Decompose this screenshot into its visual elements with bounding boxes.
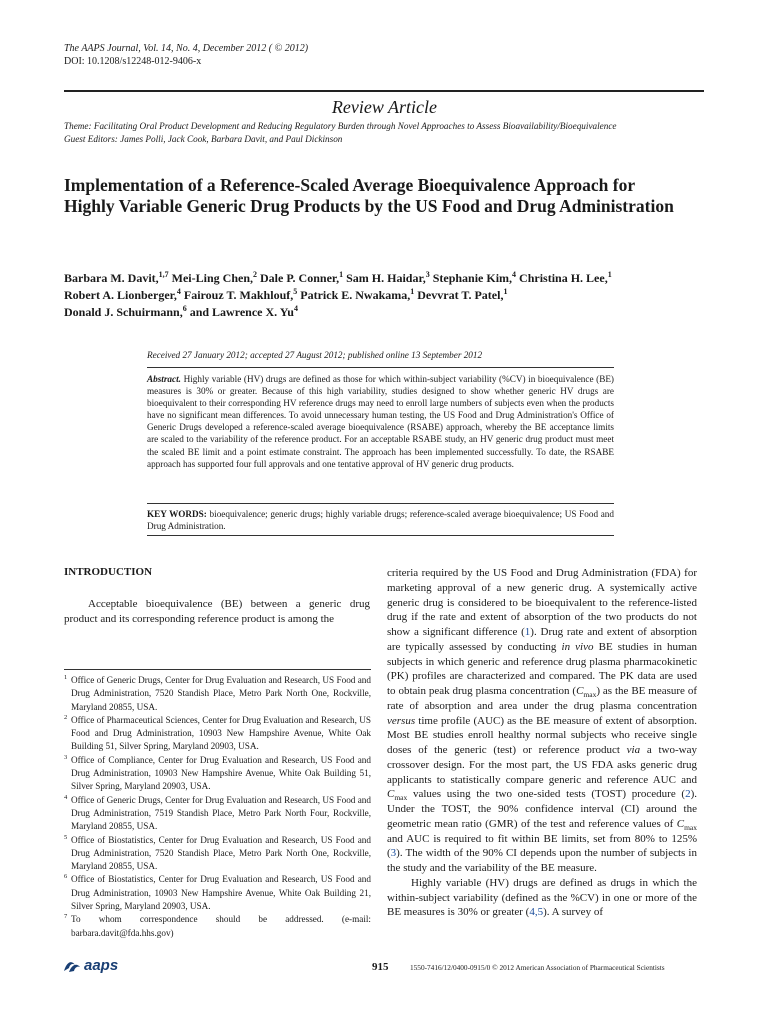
author: Donald J. Schuirmann,$^6$ [64, 304, 187, 319]
citation-link[interactable]: 2 [685, 788, 691, 801]
body-column-right [387, 566, 697, 920]
journal-citation: The AAPS Journal, Vol. 14, No. 4, December 2012 ( © 2012) [64, 43, 309, 54]
author-list [64, 270, 704, 321]
citation-link[interactable]: 1 [524, 626, 531, 638]
author: Dale P. Conner,$^1$ [260, 270, 344, 285]
citation-link[interactable]: 3 [390, 847, 397, 860]
footnote: 4 Office of Generic Drugs, Center for Drug Evaluation and Research, US Food and Drug Administration, 7519 Standish Place, Metro Park North Four, Rockville, Maryland 20855, USA. [64, 793, 371, 832]
article-title: Implementation of a Reference-Scaled Average Bioequivalence Approach for Highly Variable Generic Drug Products by the US Food and Drug Administration [64, 175, 674, 216]
citation-link[interactable]: 4,5 [529, 906, 544, 919]
keywords-label: KEY WORDS: [147, 509, 207, 519]
aaps-logo [63, 957, 118, 974]
footnote: 6 Office of Biostatistics, Center for Drug Evaluation and Research, US Food and Drug Administration, 10903 New Hampshire Avenue, White Oak Building 21, Silver Spring, Maryland 20903, USA. [64, 873, 371, 912]
guest-editors: Guest Editors: James Polli, Jack Cook, Barbara Davit, and Paul Dickinson [64, 134, 343, 144]
header-rule [64, 90, 704, 92]
aaps-logo-text: aaps [84, 957, 119, 974]
abstract-text: Highly variable (HV) drugs are defined as those for which within-subject variability (%CV) in bioequivalence (BE) measures is 30% or greater. Because of this high variability, studies designed to show whether generic HV drugs are bioequivalent to their corresponding HV reference drugs may need to enroll large numbers of subjects even when the products have no significant mean differences. To avoid unnecessary human testing, the US Food and Drug Administration's Office of Generic Drugs developed a reference-scaled average bioequivalence (RSABE) approach, whereby the BE acceptance limits are scaled to the variability of the reference product. For an acceptable RSABE study, an HV generic drug product must meet the scaled BE limit and a point estimate constraint. The approach has been implemented successfully. To date, the RSABE approach has supported four full approvals and one tentative approval of HV generic drug products. [147, 374, 614, 469]
footnote-rule [64, 669, 371, 670]
keywords-text: bioequivalence; generic drugs; highly variable drugs; reference-scaled average bioequivalence; US Food and Drug Administration. [147, 509, 614, 532]
doi[interactable]: DOI: 10.1208/s12248-012-9406-x [64, 56, 202, 67]
author: Sam H. Haidar,$^3$ [346, 270, 430, 285]
footnotes [64, 674, 371, 940]
theme-text: Theme: Facilitating Oral Product Development and Reducing Regulatory Burden through Novel Approaches to Assess Bioavailability/Bioequivalence [64, 121, 617, 131]
author: Barbara M. Davit,$^{1,7}$ [64, 270, 169, 285]
author: Devvrat T. Patel,$^1$ [417, 287, 508, 302]
footnote: 3 Office of Compliance, Center for Drug Evaluation and Research, US Food and Drug Administration, 10903 New Hampshire Avenue, White Oak Building 51, Silver Spring, Maryland 20903, USA. [64, 753, 371, 792]
footnote: 1 Office of Generic Drugs, Center for Drug Evaluation and Research, US Food and Drug Administration, 7520 Standish Place, Metro Park North One, Rockville, Maryland 20855, USA. [64, 674, 371, 712]
section-heading: INTRODUCTION [64, 566, 153, 578]
keywords-divider [147, 503, 614, 504]
author: Stephanie Kim,$^4$ [432, 270, 517, 285]
keywords [147, 508, 614, 532]
journal-header [64, 42, 308, 68]
footnote: 5 Office of Biostatistics, Center for Drug Evaluation and Research, US Food and Drug Administration, 7520 Standish Place, Metro Park North One, Rockville, Maryland 20855, USA. [64, 833, 371, 872]
article-type: Review Article [331, 97, 437, 117]
abstract-top-rule [147, 367, 614, 368]
author: Robert A. Lionberger,$^4$ [64, 287, 181, 302]
author: Mei-Ling Chen,$^2$ [171, 270, 257, 285]
abstract [147, 373, 614, 470]
author: and Lawrence X. Yu$^4$ [189, 304, 298, 319]
abstract-bottom-rule [147, 535, 614, 536]
hv-drugs-paragraph: Highly variable (HV) drugs are defined as drugs in which the within-subject variability (defined as the %CV) in one or more of the BE measures is 30% or greater (4,5). A survey of [387, 876, 697, 919]
aaps-logo-icon [63, 959, 81, 973]
footnote: 2 Office of Pharmaceutical Sciences, Center for Drug Evaluation and Research, US Food and Drug Administration, 10903 New Hampshire Avenue, White Oak Building 51, Silver Spring, Maryland 20903, USA. [64, 713, 371, 752]
footnote-correspondence: 7 To whom correspondence should be addressed. (e-mail: barbara.davit@fda.hhs.gov) [64, 913, 371, 938]
author: Christina H. Lee,$^1$ [519, 270, 612, 285]
page-number: 915 [372, 961, 389, 973]
author: Fairouz T. Makhlouf,$^5$ [183, 287, 298, 302]
abstract-label: Abstract. [147, 374, 181, 384]
issn-copyright: 1550-7416/12/0400-0915/0 © 2012 American Association of Pharmaceutical Scientists [410, 963, 665, 972]
author: Patrick E. Nwakama,$^1$ [300, 287, 415, 302]
intro-paragraph-continued: criteria required by the US Food and Drug Administration (FDA) for marketing approval of a new generic drug. A systemically active generic drug is considered to be bioequivalent to the reference-listed drug if the rate and extent of absorption of the two products do not show a significant difference (1). Drug rate and extent of absorption are typically assessed by conducting in vivo BE studies in human subjects in which generic and reference drug plasma pharmacokinetic (PK) profiles are characterized and compared. The PK data are used to obtain peak drug plasma concentration $(C_{max})$ as the BE measure of rate of absorption and area under the drug plasma concentration versus time profile (AUC) as the BE measure of extent of absorption. Most BE studies enroll healthy normal subjects who receive single doses of the generic (test) or reference product via a two-way crossover design. For the most part, the US FDA asks generic drug applicants to statistically compare generic and reference AUC and $C_{max}$ values using the two one-sided tests (TOST) procedure (2). Under the TOST, the 90% confidence interval (CI) around the geometric mean ratio (GMR) of the test and reference values of $C_{max}$ and AUC is required to fit within BE limits, set from 80% to 125% (3). The width of the 90% CI depends upon the number of subjects in the study and the variability of the BE measure. [387, 567, 697, 874]
theme-block [64, 120, 704, 146]
intro-paragraph: Acceptable bioequivalence (BE) between a generic drug product and its corresponding reference product is among the [64, 598, 370, 625]
received-dates: Received 27 January 2012; accepted 27 August 2012; published online 13 September 2012 [147, 350, 483, 360]
